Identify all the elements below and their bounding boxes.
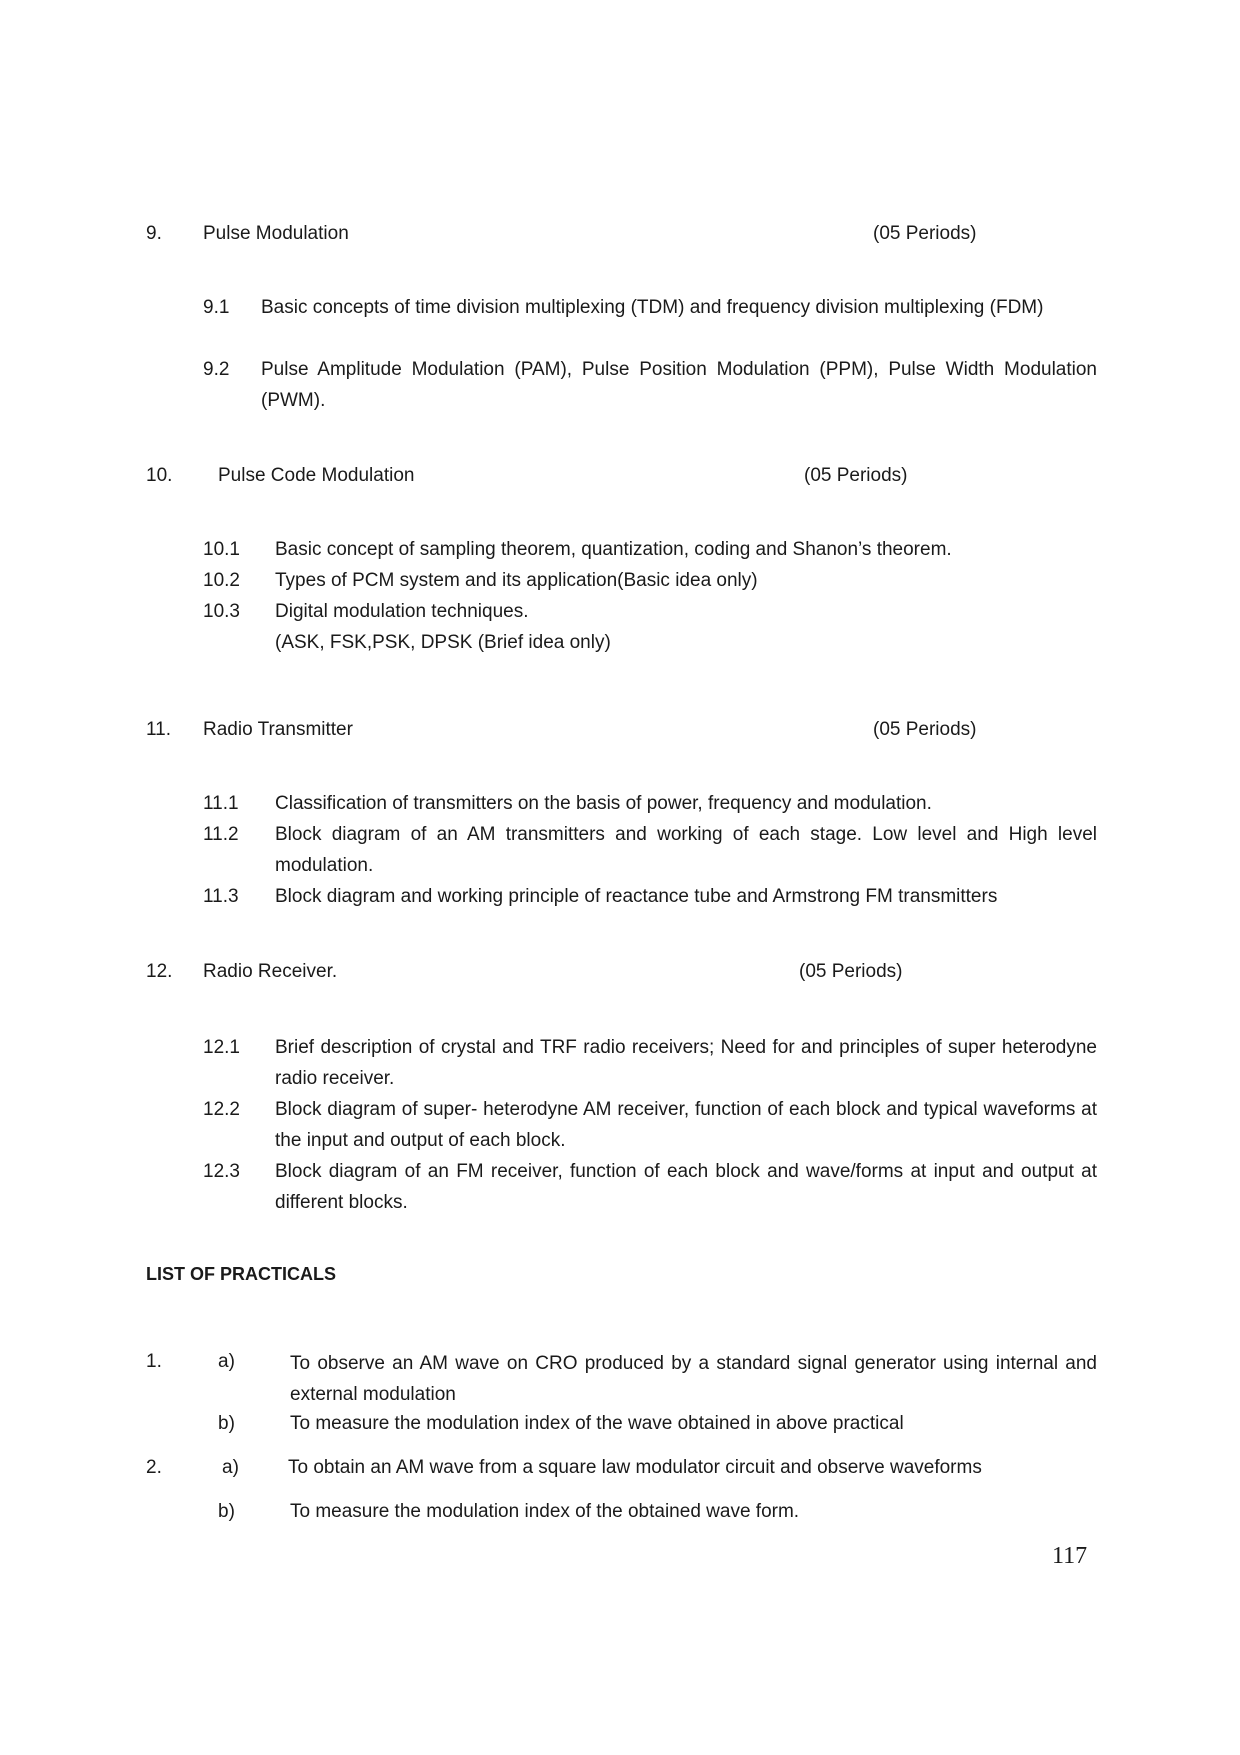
section-title: Radio Transmitter (203, 719, 353, 740)
subtopic-text-continued: (ASK, FSK,PSK, DPSK (Brief idea only) (275, 632, 611, 653)
practical-part-text: To measure the modulation index of the wave obtained in above practical (290, 1413, 904, 1434)
section-periods: (05 Periods) (799, 961, 903, 982)
subtopic-item (203, 1156, 1097, 1218)
practical-part-text: To measure the modulation index of the obtained wave form. (290, 1501, 800, 1522)
practical-part-label: b) (218, 1501, 235, 1522)
subtopic-number: 10.1 (203, 539, 240, 560)
subtopic-number: 10.3 (203, 601, 240, 622)
subtopic-item (203, 1032, 1097, 1094)
page-number: 117 (1052, 1543, 1088, 1569)
subtopic-number: 11.1 (203, 793, 239, 814)
section-number: 9. (146, 223, 162, 244)
subtopic-item (203, 1094, 1097, 1156)
subtopic-text: Types of PCM system and its application(Basic idea only) (275, 570, 758, 591)
practical-part-label: b) (218, 1413, 235, 1434)
subtopic-text: Block diagram of an FM receiver, function of each block and wave/forms at input and output at different blocks. (275, 1161, 1097, 1213)
subtopic-number: 12.2 (203, 1099, 240, 1120)
subtopic-text: Digital modulation techniques. (275, 601, 529, 622)
subtopic-item (203, 565, 1097, 596)
subtopic-item (203, 596, 1097, 658)
subtopic-text: Brief description of crystal and TRF radio receivers; Need for and principles of super heterodyne radio receiver. (275, 1037, 1097, 1089)
section-periods: (05 Periods) (873, 719, 977, 740)
subtopic-number: 12.3 (203, 1161, 240, 1182)
practical-number: 1. (146, 1351, 162, 1372)
section-title: Radio Receiver. (203, 961, 338, 982)
subtopic-text: Block diagram of super- heterodyne AM receiver, function of each block and typical waveforms at the input and output of each block. (275, 1099, 1097, 1151)
subtopic-text: Pulse Amplitude Modulation (PAM), Pulse Position Modulation (PPM), Pulse Width Modulation (PWM). (261, 359, 1097, 411)
subtopic-text: Basic concept of sampling theorem, quantization, coding and Shanon’s theorem. (275, 539, 952, 560)
section-number: 10. (146, 465, 173, 486)
subtopic-text: Basic concepts of time division multiplexing (TDM) and frequency division multiplexing (FDM) (261, 297, 1044, 318)
section-number: 11. (146, 719, 172, 740)
section-periods: (05 Periods) (873, 223, 977, 244)
subtopic-number: 11.3 (203, 886, 239, 907)
practical-part-text: To observe an AM wave on CRO produced by a standard signal generator using internal and external modulation (290, 1353, 1097, 1405)
practical-part-label: a) (218, 1351, 235, 1372)
section-periods: (05 Periods) (804, 465, 908, 486)
section-title: Pulse Modulation (203, 223, 349, 244)
practical-part-label: a) (222, 1457, 239, 1478)
subtopic-number: 9.1 (203, 297, 230, 318)
practicals-heading: LIST OF PRACTICALS (146, 1264, 336, 1284)
subtopic-number: 9.2 (203, 359, 230, 380)
practical-part (290, 1348, 1097, 1410)
subtopic-item (203, 534, 1097, 565)
subtopic-item (203, 788, 1097, 819)
subtopic-item (203, 354, 1097, 416)
subtopic-number: 12.1 (203, 1037, 240, 1058)
section-number: 12. (146, 961, 173, 982)
subtopic-number: 10.2 (203, 570, 240, 591)
subtopic-item (203, 819, 1097, 881)
subtopic-item (203, 292, 1097, 323)
subtopic-text: Block diagram of an AM transmitters and working of each stage. Low level and High level modulation. (275, 824, 1097, 876)
subtopic-text: Classification of transmitters on the basis of power, frequency and modulation. (275, 793, 932, 814)
section-title: Pulse Code Modulation (218, 465, 415, 486)
subtopic-item (203, 881, 1097, 912)
practical-part-text: To obtain an AM wave from a square law modulator circuit and observe waveforms (288, 1457, 982, 1478)
practical-number: 2. (146, 1457, 162, 1478)
subtopic-number: 11.2 (203, 824, 239, 845)
subtopic-text: Block diagram and working principle of reactance tube and Armstrong FM transmitters (275, 886, 998, 907)
